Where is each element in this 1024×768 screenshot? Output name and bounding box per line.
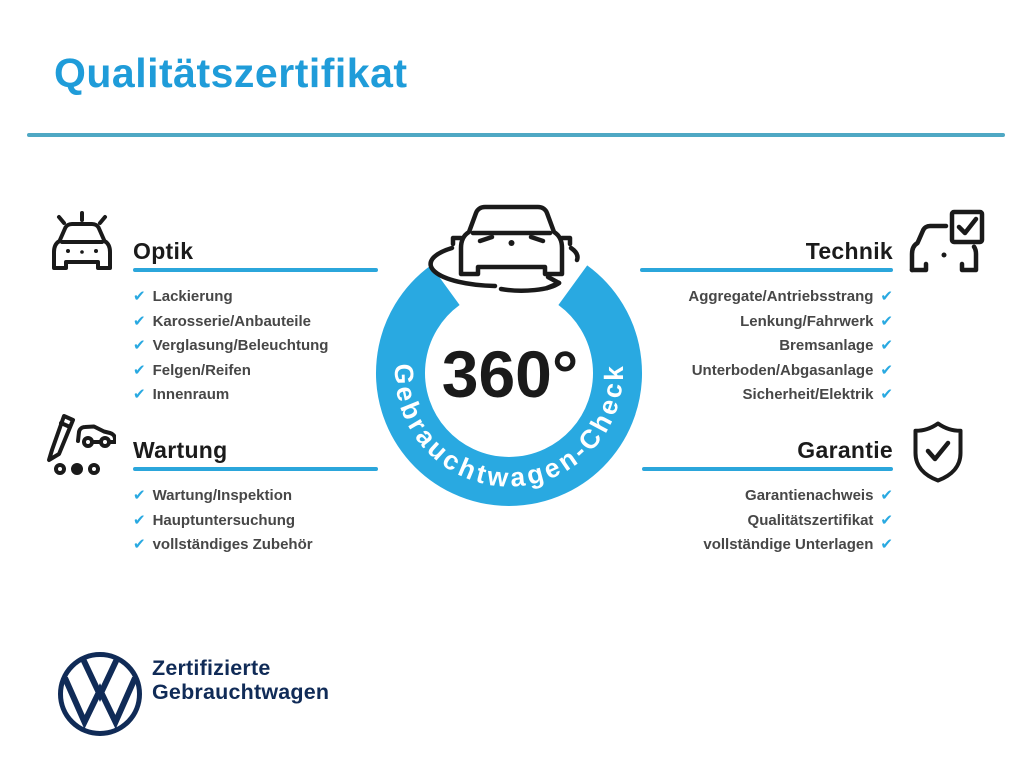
shield-check-icon — [910, 420, 966, 484]
footer-line1: Zertifizierte — [152, 656, 271, 680]
footer-line2: Gebrauchtwagen — [152, 680, 330, 704]
car-checkbox-icon — [906, 208, 986, 274]
list-item: Sicherheit/Elektrik ✔ — [742, 386, 893, 403]
list-item: Unterboden/Abgasanlage ✔ — [691, 361, 893, 379]
section-underline-technik — [640, 268, 893, 272]
check-icon: ✔ — [880, 312, 893, 330]
check-icon: ✔ — [880, 511, 893, 529]
rotating-car-icon — [431, 207, 578, 291]
360-degree-badge — [349, 190, 671, 512]
list-item: Aggregate/Antriebsstrang ✔ — [688, 288, 893, 305]
check-icon: ✔ — [880, 288, 893, 305]
list-item: Bremsanlage ✔ — [779, 337, 893, 354]
list-item: ✔ vollständiges Zubehör — [133, 536, 313, 553]
check-icon: ✔ — [133, 487, 146, 504]
list-item: ✔ Wartung/Inspektion — [133, 487, 293, 504]
check-icon: ✔ — [133, 361, 146, 379]
check-icon: ✔ — [880, 337, 893, 354]
section-title-wartung: Wartung — [133, 437, 228, 463]
list-item: ✔ Innenraum — [133, 386, 230, 403]
list-item: ✔ Hauptuntersuchung — [133, 511, 296, 529]
garantie-item-list — [703, 484, 893, 558]
check-icon: ✔ — [880, 536, 893, 553]
badge-degrees-label: 360° — [441, 337, 579, 411]
check-icon: ✔ — [133, 386, 146, 403]
list-item: vollständige Unterlagen ✔ — [703, 536, 893, 553]
section-underline-wartung — [133, 467, 378, 471]
section-title-technik: Technik — [805, 238, 893, 264]
list-item: ✔ Felgen/Reifen — [133, 361, 251, 379]
section-underline-optik — [133, 268, 378, 272]
check-icon: ✔ — [133, 312, 146, 330]
volkswagen-logo — [56, 650, 144, 738]
section-title-optik: Optik — [133, 238, 194, 264]
title-divider — [27, 133, 1005, 137]
list-item: Garantienachweis ✔ — [745, 487, 893, 504]
check-icon: ✔ — [880, 386, 893, 403]
wartung-item-list — [133, 484, 313, 558]
section-underline-garantie — [642, 467, 893, 471]
list-item: ✔ Karosserie/Anbauteile — [133, 312, 311, 330]
check-icon: ✔ — [133, 337, 146, 354]
list-item: Qualitätszertifikat ✔ — [747, 511, 893, 529]
shiny-car-icon — [46, 210, 118, 272]
check-icon: ✔ — [880, 361, 893, 379]
list-item: ✔ Verglasung/Beleuchtung — [133, 337, 329, 354]
technik-item-list — [688, 285, 893, 408]
check-icon: ✔ — [133, 511, 146, 529]
check-icon: ✔ — [133, 288, 146, 305]
check-icon: ✔ — [880, 487, 893, 504]
section-title-garantie: Garantie — [797, 437, 893, 463]
badge-ring-label: Gebrauchtwagen-Check — [388, 363, 630, 494]
footer-brand-text — [152, 656, 329, 704]
check-icon: ✔ — [133, 536, 146, 553]
optik-item-list — [133, 285, 328, 408]
pencil-car-checklist-icon — [44, 410, 116, 478]
page-title: Qualitätszertifikat — [54, 50, 408, 96]
list-item: Lenkung/Fahrwerk ✔ — [740, 312, 893, 330]
list-item: ✔ Lackierung — [133, 288, 233, 305]
